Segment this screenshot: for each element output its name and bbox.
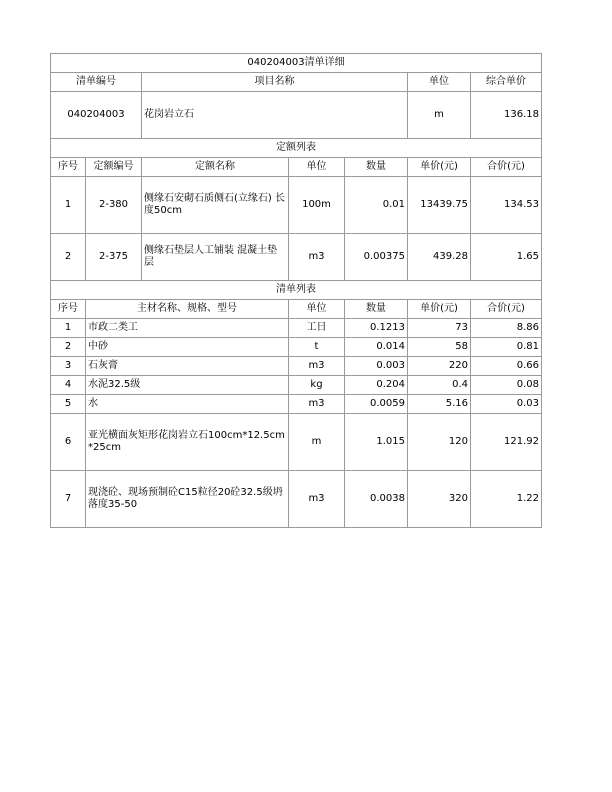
quota-total: 134.53 [471,177,542,234]
row-no: 1 [51,177,86,234]
quota-section-title: 定额列表 [51,139,542,158]
quota-row [51,234,542,281]
material-name: 亚光横面灰矩形花岗岩立石100cm*12.5cm*25cm [86,414,289,471]
table-title: 040204003清单详细 [51,54,542,73]
material-name: 现浇砼、现场预制砼C15粒径20砼32.5级坍落度35-50 [86,471,289,528]
bill-detail-table [50,53,542,528]
row-no: 5 [51,395,86,414]
material-row [51,319,542,338]
quota-unit: 100m [289,177,345,234]
material-qty: 0.003 [345,357,408,376]
material-total: 0.81 [471,338,542,357]
quota-unit: m3 [289,234,345,281]
material-price: 120 [408,414,471,471]
material-qty: 0.0038 [345,471,408,528]
material-row [51,338,542,357]
quota-qty: 0.00375 [345,234,408,281]
column-header: 单位 [289,300,345,319]
material-row [51,395,542,414]
material-price: 5.16 [408,395,471,414]
material-unit: m3 [289,357,345,376]
quota-name: 侧缘石垫层人工铺装 混凝土垫层 [142,234,289,281]
material-total: 0.08 [471,376,542,395]
material-total: 121.92 [471,414,542,471]
row-no: 7 [51,471,86,528]
column-header: 数量 [345,158,408,177]
material-name: 石灰膏 [86,357,289,376]
column-header: 合价(元) [471,300,542,319]
column-header: 主材名称、规格、型号 [86,300,289,319]
material-name: 水泥32.5级 [86,376,289,395]
item-price: 136.18 [471,92,542,139]
column-header: 序号 [51,300,86,319]
item-name: 花岗岩立石 [142,92,408,139]
material-price: 0.4 [408,376,471,395]
material-qty: 0.204 [345,376,408,395]
row-no: 2 [51,234,86,281]
material-name: 中砂 [86,338,289,357]
column-header: 单价(元) [408,300,471,319]
name-header: 项目名称 [142,73,408,92]
quota-name: 侧缘石安砌石质侧石(立缘石) 长度50cm [142,177,289,234]
material-qty: 0.1213 [345,319,408,338]
column-header: 单位 [289,158,345,177]
materials-header-row [51,300,542,319]
row-no: 2 [51,338,86,357]
materials-section-title: 清单列表 [51,281,542,300]
quota-qty: 0.01 [345,177,408,234]
row-no: 3 [51,357,86,376]
row-no: 6 [51,414,86,471]
quota-code: 2-380 [86,177,142,234]
row-no: 1 [51,319,86,338]
material-name: 市政二类工 [86,319,289,338]
quota-header-row [51,158,542,177]
row-no: 4 [51,376,86,395]
item-row [51,92,542,139]
materials-section-row [51,281,542,300]
material-total: 0.66 [471,357,542,376]
unit-header: 单位 [408,73,471,92]
material-unit: 工日 [289,319,345,338]
material-row [51,357,542,376]
item-code: 040204003 [51,92,142,139]
title-row [51,54,542,73]
material-row [51,414,542,471]
material-unit: kg [289,376,345,395]
column-header: 合价(元) [471,158,542,177]
column-header: 定额名称 [142,158,289,177]
quota-section-row [51,139,542,158]
material-total: 0.03 [471,395,542,414]
quota-price: 13439.75 [408,177,471,234]
material-unit: m [289,414,345,471]
column-header: 单价(元) [408,158,471,177]
material-qty: 0.014 [345,338,408,357]
column-header: 定额编号 [86,158,142,177]
material-price: 220 [408,357,471,376]
material-qty: 1.015 [345,414,408,471]
material-total: 1.22 [471,471,542,528]
material-price: 73 [408,319,471,338]
material-unit: m3 [289,395,345,414]
quota-code: 2-375 [86,234,142,281]
material-name: 水 [86,395,289,414]
material-price: 320 [408,471,471,528]
quota-price: 439.28 [408,234,471,281]
quota-row [51,177,542,234]
header-row [51,73,542,92]
material-total: 8.86 [471,319,542,338]
material-unit: t [289,338,345,357]
column-header: 数量 [345,300,408,319]
column-header: 序号 [51,158,86,177]
material-unit: m3 [289,471,345,528]
material-row [51,471,542,528]
price-header: 综合单价 [471,73,542,92]
quota-total: 1.65 [471,234,542,281]
code-header: 清单编号 [51,73,142,92]
item-unit: m [408,92,471,139]
material-price: 58 [408,338,471,357]
material-row [51,376,542,395]
material-qty: 0.0059 [345,395,408,414]
